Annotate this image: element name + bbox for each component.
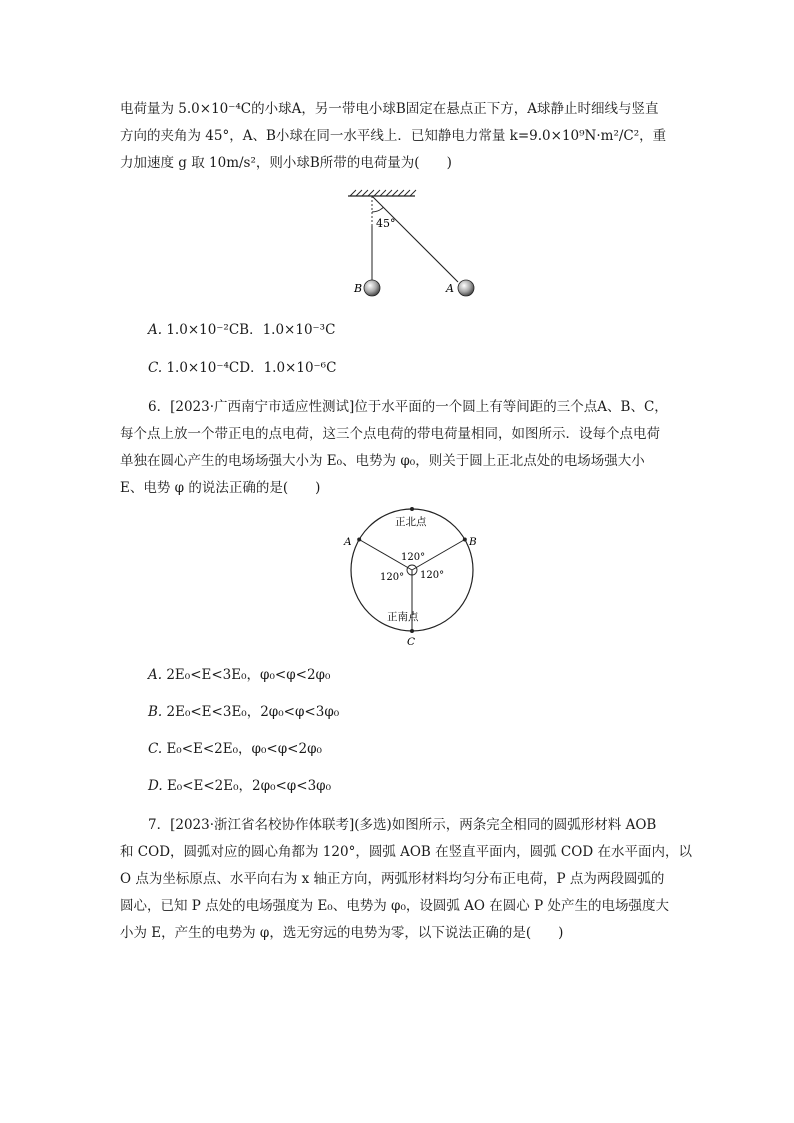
point-a xyxy=(357,538,361,542)
q7-line-1: 7．[2023·浙江省名校协作体联考](多选)如图所示，两条完全相同的圆弧形材料 AOB xyxy=(148,817,657,833)
circle-charges-figure xyxy=(336,502,488,648)
q6-option-d xyxy=(148,776,331,796)
q7-line-5: 小为 E，产生的电势为 φ，选无穷远的电势为零，以下说法正确的是( ) xyxy=(120,925,564,941)
q6-option-letter: C. xyxy=(148,741,163,757)
q7-line-4: 圆心，已知 P 点处的电场强度为 E₀、电势为 φ₀，设圆弧 AO 在圆心 P 处产生的电场强度大 xyxy=(120,898,669,914)
q5-line-2: 方向的夹角为 45°，A、B小球在同一水平线上．已知静电力常量 k=9.0×10⁹N·m²/C²，重 xyxy=(120,128,667,144)
ball-b-label: B xyxy=(354,282,363,295)
point-b-label: B xyxy=(469,536,477,548)
angle-top-label: 120° xyxy=(401,552,426,563)
q6-option-c xyxy=(148,739,322,759)
q7-line-2: 和 COD，圆弧对应的圆心角都为 120°，圆弧 AOB 在竖直平面内，圆弧 COD 在水平面内，以 xyxy=(120,844,692,860)
q5-option-text: 1.0×10⁻⁴CD．1.0×10⁻⁶C xyxy=(166,360,337,376)
angle-left-label: 120° xyxy=(380,572,405,583)
q7-line-3: O 点为坐标原点、水平向右为 x 轴正方向，两弧形材料均匀分布正电荷，P 点为两段圆弧的 xyxy=(120,871,665,887)
q6-option-text: 2E₀<E<3E₀，2φ₀<φ<3φ₀ xyxy=(166,704,340,720)
point-c-label: C xyxy=(407,636,416,648)
point-b xyxy=(463,538,467,542)
q6-option-a xyxy=(148,665,330,685)
q5-option-letter: C. xyxy=(148,360,163,376)
q5-option-row-2 xyxy=(148,358,336,378)
q5-option-letter: A. xyxy=(148,322,163,338)
angle-label: 45° xyxy=(376,217,396,230)
q6-option-text: E₀<E<2E₀，φ₀<φ<2φ₀ xyxy=(166,741,322,757)
q6-option-b xyxy=(148,702,339,722)
ball-a-label: A xyxy=(446,282,454,295)
pendulum-figure xyxy=(330,186,490,304)
south-point-label: 正南点 xyxy=(387,611,419,623)
ball-b xyxy=(364,280,380,296)
q5-line-3: 力加速度 g 取 10m/s²，则小球B所带的电荷量为( ) xyxy=(120,155,452,171)
q6-line-2: 每个点上放一个带正电的点电荷，这三个点电荷的带电荷量相同，如图所示．设每个点电荷 xyxy=(120,426,660,442)
angle-arc xyxy=(372,207,383,212)
q6-line-4: E、电势 φ 的说法正确的是( ) xyxy=(120,480,321,496)
q6-option-text: 2E₀<E<3E₀，φ₀<φ<2φ₀ xyxy=(166,667,331,683)
q6-option-letter: B. xyxy=(148,704,163,720)
north-point xyxy=(410,507,414,511)
q6-option-text: E₀<E<2E₀，2φ₀<φ<3φ₀ xyxy=(166,778,332,794)
angle-right-label: 120° xyxy=(420,570,445,581)
q7-stem xyxy=(120,812,692,947)
q6-line-1: 6．[2023·广西南宁市适应性测试]位于水平面的一个圆上有等间距的三个点A、B、C， xyxy=(148,399,668,415)
north-point-label: 正北点 xyxy=(395,516,427,528)
point-a-label: A xyxy=(344,536,352,548)
ceiling-hatch xyxy=(350,190,416,196)
q5-stem xyxy=(120,96,676,177)
point-c xyxy=(410,629,414,633)
q5-option-text: 1.0×10⁻²CB．1.0×10⁻³C xyxy=(166,322,336,338)
string-line xyxy=(372,196,458,282)
q6-line-3: 单独在圆心产生的电场场强大小为 E₀、电势为 φ₀，则关于圆上正北点处的电场场强大小 xyxy=(120,453,645,469)
q6-stem xyxy=(120,394,676,502)
q6-option-letter: D. xyxy=(148,778,163,794)
q5-line-1: 电荷量为 5.0×10⁻⁴C的小球A，另一带电小球B固定在悬点正下方，A球静止时细线与竖直 xyxy=(120,101,659,117)
ball-a xyxy=(458,280,474,296)
q6-option-letter: A. xyxy=(148,667,163,683)
q5-option-row-1 xyxy=(148,320,335,340)
